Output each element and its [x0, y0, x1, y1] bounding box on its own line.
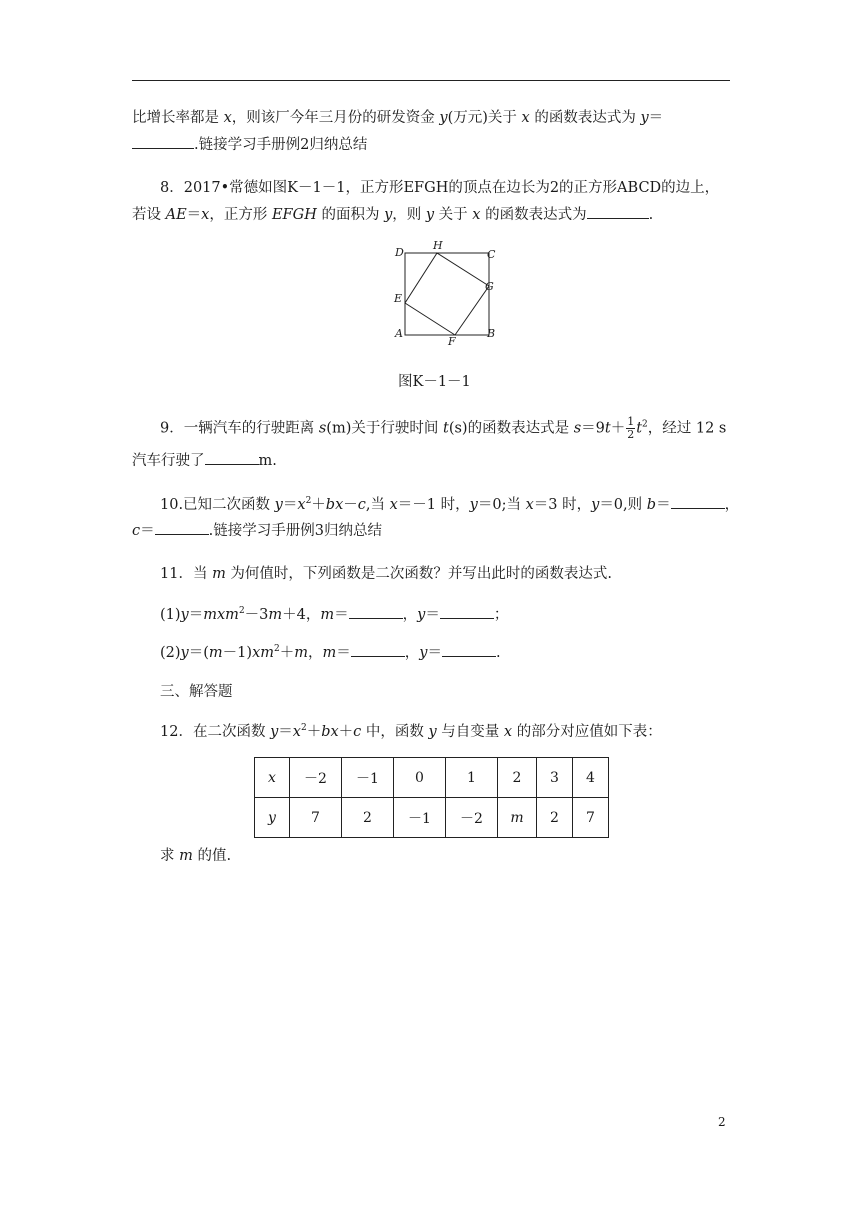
label-h: H: [433, 240, 443, 252]
figure-caption: 图K－1－1: [398, 374, 471, 390]
header-rule: [132, 80, 730, 81]
section-title: 三、解答题: [160, 684, 233, 700]
q10-line2: c＝ .链接学习手册例3归纳总结: [132, 520, 382, 541]
q12-line1: 12．在二次函数 $y=x^2+bx+c$ 中，函数 y 与自变量 x 的部分对应值如下表：: [160, 723, 662, 740]
square-abcd: [405, 253, 489, 335]
answer-blank[interactable]: [671, 494, 725, 509]
q11-line1: 11．当 m 为何值时，下列函数是二次函数？并写出此时的函数表达式.: [160, 566, 613, 582]
answer-blank[interactable]: [440, 604, 494, 619]
table-cell: 1: [446, 758, 498, 798]
q11-part2: $(2)y=(m-1)xm^2+m$，m＝ ，y＝ .: [160, 642, 501, 663]
square-figure: [386, 240, 506, 350]
label-d: D: [395, 246, 404, 259]
table-cell: 4: [573, 758, 609, 798]
fraction-one-half: $\frac{1}{2}$: [627, 415, 635, 441]
answer-blank[interactable]: [442, 642, 496, 657]
label-a: A: [395, 327, 403, 340]
table-cell: －2: [446, 798, 498, 838]
answer-blank[interactable]: [351, 642, 405, 657]
q12-ask: 求 m 的值.: [160, 848, 232, 864]
q9-line1: 9．一辆汽车的行驶距离 s(m)关于行驶时间 t(s)的函数表达式是 s＝9t＋ $\frac{1}{2}$ $t^2$，经过 12 s: [160, 415, 727, 441]
table-cell: 2: [342, 798, 394, 838]
table-cell: －1: [342, 758, 394, 798]
q10-line1: 10.已知二次函数 $y=x^2+bx-c$,当 x＝－1 时，y＝0;当 x＝3 时，y＝0,则 b＝ ，: [160, 494, 739, 515]
table-cell: －2: [290, 758, 342, 798]
table-row: [255, 758, 609, 798]
table-cell: x: [268, 769, 276, 786]
table-cell: 2: [537, 798, 573, 838]
answer-blank[interactable]: [155, 520, 209, 535]
label-c: C: [487, 248, 496, 261]
answer-blank[interactable]: [349, 604, 403, 619]
q8-line1: 8．2017•常德如图K－1－1，正方形EFGH的顶点在边长为2的正方形ABCD的边上，: [160, 180, 720, 196]
answer-blank[interactable]: [132, 134, 194, 149]
table-cell: 3: [537, 758, 573, 798]
q8-line2: 若设 AE＝x，正方形 EFGH 的面积为 y，则 y 关于 x 的函数表达式为 .: [132, 204, 653, 225]
q7-line2: .链接学习手册例2归纳总结: [132, 134, 367, 155]
answer-blank[interactable]: [587, 204, 649, 219]
table-cell: y: [268, 809, 276, 826]
table-cell: 7: [290, 798, 342, 838]
table-cell: m: [510, 809, 524, 826]
label-e: E: [394, 292, 403, 305]
q9-line2: 汽车行驶了 m.: [132, 450, 277, 471]
label-b: B: [487, 327, 496, 340]
value-table: [254, 757, 609, 838]
q11-part1: (1)y＝mxm$^2$－3m＋4，m＝ ，y＝ ；: [160, 604, 508, 625]
table-row: [255, 798, 609, 838]
q7-line1: 比增长率都是 x，则该厂今年三月份的研发资金 y(万元)关于 x 的函数表达式为 y＝: [132, 110, 664, 126]
label-g: G: [485, 280, 494, 293]
table-cell: 0: [394, 758, 446, 798]
square-efgh: [405, 253, 489, 335]
page-number: 2: [718, 1115, 726, 1129]
table-cell: 7: [573, 798, 609, 838]
answer-blank[interactable]: [205, 450, 259, 465]
table-cell: 2: [498, 758, 537, 798]
label-f: F: [448, 335, 456, 348]
table-cell: －1: [394, 798, 446, 838]
